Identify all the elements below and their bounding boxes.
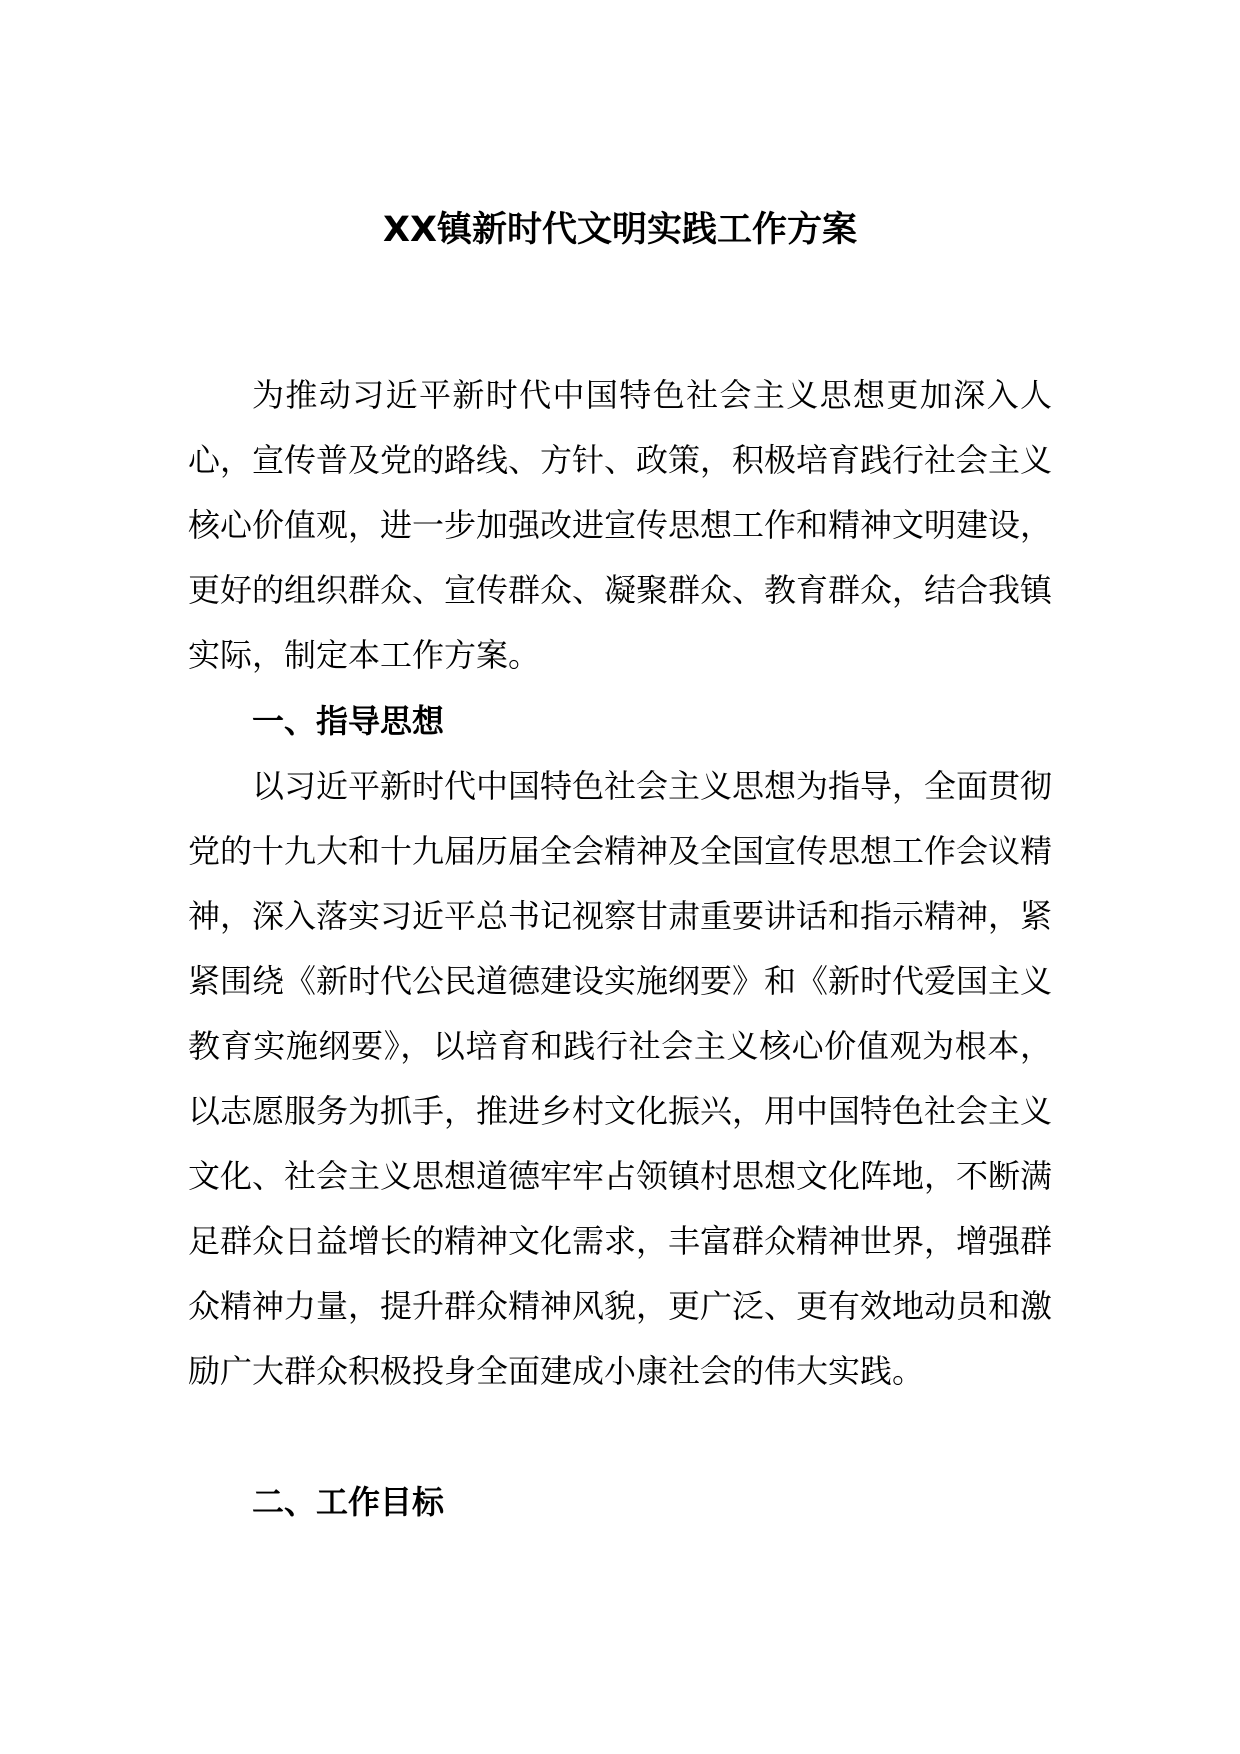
intro-paragraph: 为推动习近平新时代中国特色社会主义思想更加深入人心，宣传普及党的路线、方针、政策，积极培育践行社会主义核心价值观，进一步加强改进宣传思想工作和精神文明建设，更好的组织群众、宣传群众、凝聚群众、教育群众，结合我镇实际，制定本工作方案。 — [188, 376, 1053, 674]
guiding-ideology-paragraph: 以习近平新时代中国特色社会主义思想为指导，全面贯彻党的十九大和十九届历届全会精神及全国宣传思想工作会议精神，深入落实习近平总书记视察甘肃重要讲话和指示精神，紧紧围绕《新时代公民道德建设实施纲要》和《新时代爱国主义教育实施纲要》，以培育和践行社会主义核心价值观为根本，以志愿服务为抓手，推进乡村文化振兴，用中国特色社会主义文化、社会主义思想道德牢牢占领镇村思想文化阵地，不断满足群众日益增长的精神文化需求，丰富群众精神世界，增强群众精神力量，提升群众精神风貌，更广泛、更有效地动员和激励广大群众积极投身全面建成小康社会的伟大实践。 — [188, 767, 1053, 1390]
document-title: XX镇新时代文明实践工作方案 — [383, 210, 857, 250]
section-heading-guiding-ideology: 一、指导思想 — [252, 702, 445, 740]
section-heading-work-goals: 二、工作目标 — [252, 1483, 445, 1521]
